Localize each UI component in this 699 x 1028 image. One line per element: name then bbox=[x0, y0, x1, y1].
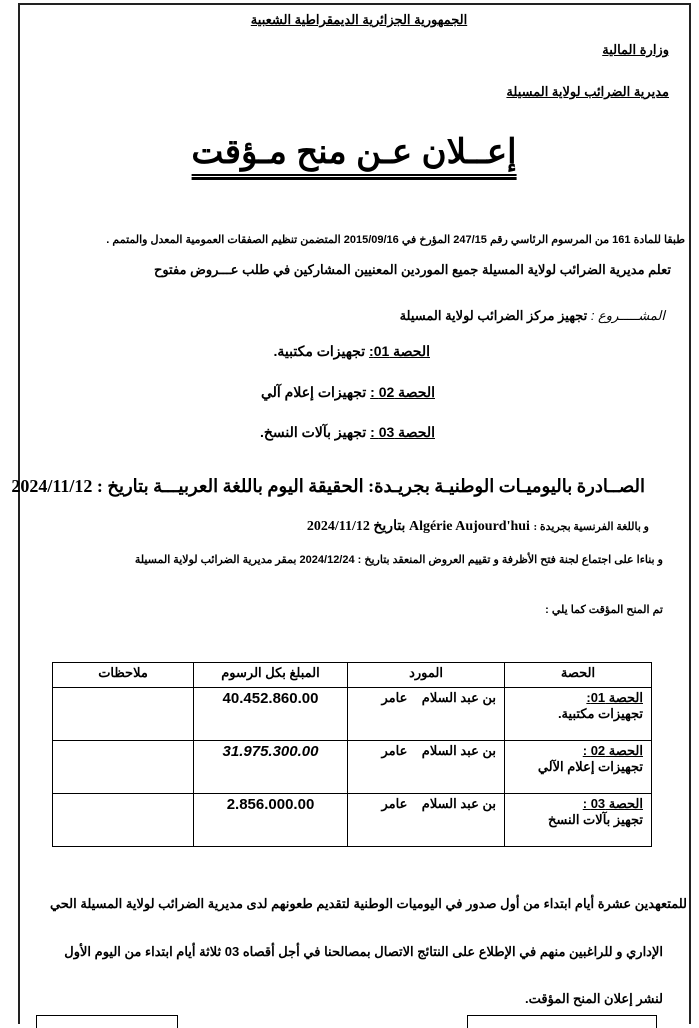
lot-1-value: تجهيزات مكتبية. bbox=[273, 343, 366, 359]
published-fr-paper-name: Algérie Aujourd'hui bbox=[408, 519, 530, 534]
page-border-top bbox=[18, 3, 691, 5]
legal-reference: طبقا للمادة 161 من المرسوم الرئاسي رقم 247/15 المؤرخ في 2015/09/16 المتضمن تنظيم الصفقات العمومية المعدل والمتمم . bbox=[106, 234, 685, 246]
appeal-line-2: الإداري و للراغبين منهم في الإطلاع على النتائج الاتصال بمصالحنا في أجل أقصاه 03 ثلاثة أيام ابتداء من اليوم الأول bbox=[64, 944, 663, 959]
lot-3-value: تجهيز بآلات النسخ. bbox=[259, 424, 367, 440]
project-label: المشـــــروع : bbox=[590, 308, 665, 323]
notes-cell bbox=[53, 688, 194, 741]
lot-name: تجهيزات مكتبية. bbox=[557, 706, 643, 721]
notice-text: تعلم مديرية الضرائب لولاية المسيلة جميع الموردين المعنيين المشاركين في طلب عـــروض مفتوح bbox=[153, 262, 671, 277]
title-text: إعــلان عـن منح مـؤقت bbox=[191, 132, 516, 176]
header-notes: ملاحظات bbox=[53, 663, 194, 688]
lot-label: الحصة 03 : bbox=[582, 796, 643, 811]
header-lot: الحصة bbox=[505, 663, 652, 688]
lot-name: تجهيزات إعلام الآلي bbox=[537, 759, 643, 774]
page-border-right bbox=[689, 3, 691, 1024]
appeal-line-1: للمتعهدين عشرة أيام ابتداء من أول صدور في اليوميات الوطنية لتقديم طعونهم لدى مديرية الضرائب لولاية المسيلة الحي bbox=[49, 896, 687, 911]
signature-box-right bbox=[467, 1015, 657, 1028]
appeal-line-3: لنشر إعلان المنح المؤقت. bbox=[525, 991, 663, 1006]
document-title bbox=[191, 132, 516, 180]
published-french-paper bbox=[307, 518, 649, 535]
lot-label: الحصة 02 : bbox=[582, 743, 643, 758]
signature-box-left bbox=[36, 1015, 178, 1028]
notes-cell bbox=[53, 794, 194, 847]
supplier-cell: بن عبد السلام عامر bbox=[348, 688, 505, 741]
lot-cell bbox=[505, 794, 652, 847]
page-border-left bbox=[18, 3, 20, 1024]
lot-cell bbox=[505, 741, 652, 794]
lot-2-label: الحصة 02 : bbox=[370, 384, 435, 400]
table-row bbox=[53, 688, 652, 741]
published-fr-date: بتاريخ 2024/11/12 bbox=[306, 519, 406, 534]
table-header-row bbox=[53, 663, 652, 688]
table-row bbox=[53, 794, 652, 847]
table-row bbox=[53, 741, 652, 794]
lot-label: الحصة 01: bbox=[586, 690, 643, 705]
supplier-cell: بن عبد السلام عامر bbox=[348, 794, 505, 847]
amount-cell: 2.856.000.00 bbox=[194, 794, 348, 847]
amount-cell: 31.975.300.00 bbox=[194, 741, 348, 794]
notes-cell bbox=[53, 741, 194, 794]
lot-1-label: الحصة 01: bbox=[369, 343, 430, 359]
header-amount: المبلغ بكل الرسوم bbox=[194, 663, 348, 688]
project-value: تجهيز مركز الضرائب لولاية المسيلة bbox=[399, 308, 588, 323]
directorate-heading: مديرية الضرائب لولاية المسيلة bbox=[506, 84, 669, 99]
supplier-cell: بن عبد السلام عامر bbox=[348, 741, 505, 794]
award-table bbox=[52, 662, 652, 847]
project-line bbox=[400, 308, 665, 324]
published-arabic-paper: الصــادرة باليوميـات الوطنيـة بجريـدة: الحقيقة اليوم باللغة العربيـــة بتاريخ : 2024/11/12 bbox=[11, 476, 645, 496]
lot-cell bbox=[505, 688, 652, 741]
lot-1 bbox=[274, 343, 430, 360]
committee-meeting: و بناءا على اجتماع لجنة فتح الأظرفة و تقييم العروض المنعقد بتاريخ : 2024/12/24 بمقر مديرية الضرائب لولاية المسيلة bbox=[134, 554, 663, 566]
amount-cell: 40.452.860.00 bbox=[194, 688, 348, 741]
header-supplier: المورد bbox=[348, 663, 505, 688]
ministry-heading: وزارة المالية bbox=[602, 42, 669, 57]
lot-2 bbox=[261, 384, 435, 401]
award-intro: تم المنح المؤقت كما يلي : bbox=[545, 604, 663, 616]
lot-name: تجهيز بآلات النسخ bbox=[547, 812, 643, 827]
republic-heading: الجمهورية الجزائرية الديمقراطية الشعبية bbox=[250, 12, 468, 27]
lot-3-label: الحصة 03 : bbox=[370, 424, 435, 440]
lot-3 bbox=[260, 424, 435, 441]
lot-2-value: تجهيزات إعلام آلي bbox=[260, 384, 367, 400]
published-fr-prefix: و باللغة الفرنسية بجريدة : bbox=[533, 521, 649, 533]
